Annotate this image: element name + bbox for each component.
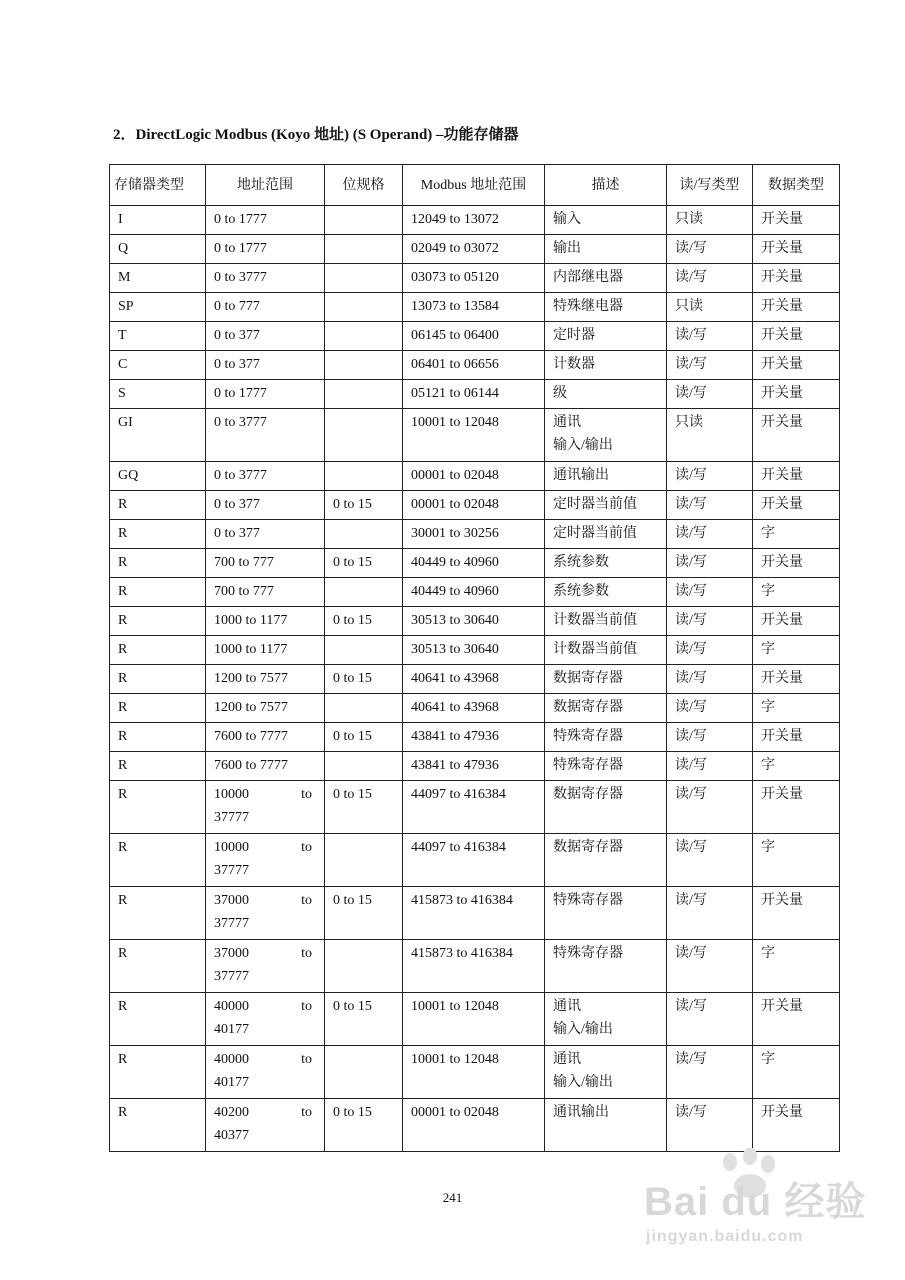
cell-memory-type: R (110, 834, 206, 887)
table-row (110, 887, 840, 940)
baidu-watermark (640, 1148, 870, 1248)
cell-rw-type: 读/写 (667, 235, 753, 264)
cell-memory-type: SP (110, 293, 206, 322)
range-high: 40377 (214, 1128, 249, 1143)
cell-bit-spec (325, 694, 403, 723)
cell-data-type: 字 (753, 578, 840, 607)
cell-memory-type: R (110, 491, 206, 520)
table-row (110, 235, 840, 264)
cell-memory-type: R (110, 1046, 206, 1099)
cell-address-range: 0 to 1777 (206, 380, 325, 409)
cell-address-range (206, 834, 325, 887)
cell-bit-spec (325, 322, 403, 351)
cell-rw-type: 读/写 (667, 549, 753, 578)
table-row (110, 491, 840, 520)
cell-memory-type: C (110, 351, 206, 380)
table-header-row (110, 165, 840, 206)
table-row (110, 351, 840, 380)
cell-data-type: 开关量 (753, 549, 840, 578)
range-first-line (214, 1101, 312, 1124)
cell-memory-type: R (110, 694, 206, 723)
cell-memory-type: T (110, 322, 206, 351)
cell-rw-type: 读/写 (667, 781, 753, 834)
cell-data-type: 开关量 (753, 409, 840, 462)
cell-rw-type: 读/写 (667, 264, 753, 293)
cell-rw-type: 读/写 (667, 578, 753, 607)
cell-rw-type: 读/写 (667, 607, 753, 636)
header-rw-type: 读/写类型 (667, 165, 753, 206)
cell-memory-type: R (110, 520, 206, 549)
table-row (110, 993, 840, 1046)
range-first-line (214, 783, 312, 806)
cell-memory-type: R (110, 781, 206, 834)
table-row (110, 549, 840, 578)
table-row (110, 578, 840, 607)
table-row (110, 834, 840, 887)
cell-rw-type: 读/写 (667, 940, 753, 993)
cell-address-range: 1000 to 1177 (206, 607, 325, 636)
cell-data-type: 开关量 (753, 322, 840, 351)
cell-rw-type: 读/写 (667, 723, 753, 752)
table-row (110, 293, 840, 322)
cell-address-range: 7600 to 7777 (206, 752, 325, 781)
cell-description: 定时器 (545, 322, 667, 351)
cell-rw-type: 只读 (667, 409, 753, 462)
range-low: 10000 (214, 787, 249, 802)
cell-description: 计数器 (545, 351, 667, 380)
range-to: to (301, 999, 312, 1014)
cell-address-range (206, 781, 325, 834)
cell-address-range: 0 to 377 (206, 351, 325, 380)
cell-address-range: 0 to 377 (206, 520, 325, 549)
cell-modbus-range: 00001 to 02048 (403, 462, 545, 491)
cell-bit-spec: 0 to 15 (325, 887, 403, 940)
cell-description: 通讯 输入/输出 (545, 409, 667, 462)
cell-description: 内部继电器 (545, 264, 667, 293)
cell-memory-type: M (110, 264, 206, 293)
cell-bit-spec (325, 1046, 403, 1099)
range-first-line (214, 942, 312, 965)
cell-address-range: 7600 to 7777 (206, 723, 325, 752)
table-row (110, 723, 840, 752)
cell-address-range (206, 940, 325, 993)
cell-modbus-range: 43841 to 47936 (403, 752, 545, 781)
cell-address-range: 0 to 1777 (206, 235, 325, 264)
cell-address-range (206, 887, 325, 940)
table-row (110, 1046, 840, 1099)
cell-data-type: 开关量 (753, 781, 840, 834)
cell-address-range: 0 to 1777 (206, 206, 325, 235)
cell-modbus-range: 415873 to 416384 (403, 940, 545, 993)
cell-description: 定时器当前值 (545, 520, 667, 549)
modbus-memory-table (109, 164, 840, 1152)
cell-modbus-range: 10001 to 12048 (403, 409, 545, 462)
cell-bit-spec (325, 380, 403, 409)
cell-data-type: 开关量 (753, 993, 840, 1046)
cell-modbus-range: 44097 to 416384 (403, 781, 545, 834)
cell-memory-type: GQ (110, 462, 206, 491)
cell-bit-spec: 0 to 15 (325, 993, 403, 1046)
cell-rw-type: 读/写 (667, 322, 753, 351)
table-row (110, 462, 840, 491)
cell-description: 特殊寄存器 (545, 723, 667, 752)
cell-modbus-range: 40449 to 40960 (403, 549, 545, 578)
cell-rw-type: 读/写 (667, 351, 753, 380)
cell-modbus-range: 06145 to 06400 (403, 322, 545, 351)
range-high: 37777 (214, 863, 249, 878)
cell-address-range: 0 to 3777 (206, 462, 325, 491)
cell-rw-type: 读/写 (667, 491, 753, 520)
cell-description: 数据寄存器 (545, 781, 667, 834)
table-row (110, 694, 840, 723)
cell-modbus-range: 13073 to 13584 (403, 293, 545, 322)
cell-bit-spec (325, 578, 403, 607)
cell-data-type: 开关量 (753, 665, 840, 694)
cell-description: 输入 (545, 206, 667, 235)
cell-description: 系统参数 (545, 578, 667, 607)
cell-description: 输出 (545, 235, 667, 264)
cell-memory-type: R (110, 752, 206, 781)
range-to: to (301, 1105, 312, 1120)
cell-description: 特殊寄存器 (545, 752, 667, 781)
cell-rw-type: 读/写 (667, 1099, 753, 1152)
cell-bit-spec: 0 to 15 (325, 1099, 403, 1152)
cell-rw-type: 读/写 (667, 993, 753, 1046)
range-first-line (214, 995, 312, 1018)
cell-data-type: 开关量 (753, 723, 840, 752)
cell-modbus-range: 12049 to 13072 (403, 206, 545, 235)
page-number: 241 (442, 1190, 463, 1205)
cell-bit-spec: 0 to 15 (325, 723, 403, 752)
cell-bit-spec (325, 520, 403, 549)
cell-memory-type: R (110, 636, 206, 665)
cell-data-type: 开关量 (753, 351, 840, 380)
cell-modbus-range: 00001 to 02048 (403, 491, 545, 520)
table-body (110, 206, 840, 1152)
cell-data-type: 字 (753, 1046, 840, 1099)
cell-modbus-range: 40641 to 43968 (403, 694, 545, 723)
table-row (110, 940, 840, 993)
cell-address-range: 1200 to 7577 (206, 694, 325, 723)
cell-rw-type: 只读 (667, 293, 753, 322)
cell-description: 数据寄存器 (545, 834, 667, 887)
cell-memory-type: R (110, 1099, 206, 1152)
section-heading: 2．DirectLogic Modbus (Koyo 地址) (S Operand) –功能存储器 (113, 127, 519, 143)
cell-memory-type: S (110, 380, 206, 409)
cell-description: 特殊寄存器 (545, 887, 667, 940)
cell-data-type: 开关量 (753, 607, 840, 636)
cell-data-type: 开关量 (753, 293, 840, 322)
cell-bit-spec (325, 636, 403, 665)
cell-bit-spec (325, 235, 403, 264)
table-row (110, 264, 840, 293)
cell-address-range: 0 to 777 (206, 293, 325, 322)
header-address-range: 地址范围 (206, 165, 325, 206)
cell-data-type: 开关量 (753, 887, 840, 940)
cell-data-type: 开关量 (753, 380, 840, 409)
header-description: 描述 (545, 165, 667, 206)
cell-memory-type: R (110, 549, 206, 578)
table-row (110, 380, 840, 409)
cell-address-range: 0 to 377 (206, 491, 325, 520)
cell-memory-type: R (110, 993, 206, 1046)
cell-data-type: 开关量 (753, 462, 840, 491)
cell-data-type: 字 (753, 752, 840, 781)
table-row (110, 520, 840, 549)
range-to: to (301, 893, 312, 908)
cell-description: 通讯 输入/输出 (545, 993, 667, 1046)
cell-description: 定时器当前值 (545, 491, 667, 520)
cell-address-range: 1000 to 1177 (206, 636, 325, 665)
cell-modbus-range: 10001 to 12048 (403, 1046, 545, 1099)
cell-modbus-range: 43841 to 47936 (403, 723, 545, 752)
cell-data-type: 字 (753, 940, 840, 993)
table-row (110, 607, 840, 636)
cell-data-type: 字 (753, 694, 840, 723)
table-row (110, 322, 840, 351)
range-first-line (214, 1048, 312, 1071)
cell-bit-spec (325, 752, 403, 781)
table-row (110, 206, 840, 235)
cell-rw-type: 读/写 (667, 1046, 753, 1099)
cell-rw-type: 读/写 (667, 636, 753, 665)
cell-modbus-range: 40641 to 43968 (403, 665, 545, 694)
range-low: 10000 (214, 840, 249, 855)
cell-memory-type: R (110, 723, 206, 752)
header-bit-spec: 位规格 (325, 165, 403, 206)
cell-description: 通讯 输入/输出 (545, 1046, 667, 1099)
cell-data-type: 字 (753, 834, 840, 887)
table-row (110, 752, 840, 781)
cell-rw-type: 读/写 (667, 462, 753, 491)
cell-bit-spec (325, 940, 403, 993)
cell-modbus-range: 10001 to 12048 (403, 993, 545, 1046)
cell-address-range (206, 993, 325, 1046)
range-low: 37000 (214, 893, 249, 908)
cell-address-range (206, 1099, 325, 1152)
range-to: to (301, 1052, 312, 1067)
cell-rw-type: 只读 (667, 206, 753, 235)
range-high: 37777 (214, 916, 249, 931)
header-data-type: 数据类型 (753, 165, 840, 206)
cell-address-range: 0 to 377 (206, 322, 325, 351)
cell-memory-type: Q (110, 235, 206, 264)
cell-description: 数据寄存器 (545, 694, 667, 723)
cell-bit-spec (325, 206, 403, 235)
range-first-line (214, 889, 312, 912)
cell-address-range: 0 to 3777 (206, 264, 325, 293)
header-memory-type: 存储器类型 (110, 165, 206, 206)
cell-bit-spec: 0 to 15 (325, 491, 403, 520)
cell-data-type: 字 (753, 520, 840, 549)
cell-data-type: 开关量 (753, 264, 840, 293)
cell-address-range (206, 1046, 325, 1099)
cell-modbus-range: 415873 to 416384 (403, 887, 545, 940)
cell-memory-type: R (110, 578, 206, 607)
cell-address-range: 700 to 777 (206, 549, 325, 578)
cell-bit-spec: 0 to 15 (325, 607, 403, 636)
cell-modbus-range: 02049 to 03072 (403, 235, 545, 264)
cell-modbus-range: 44097 to 416384 (403, 834, 545, 887)
table-row (110, 665, 840, 694)
cell-bit-spec (325, 409, 403, 462)
table-row (110, 409, 840, 462)
cell-rw-type: 读/写 (667, 665, 753, 694)
cell-modbus-range: 30513 to 30640 (403, 636, 545, 665)
range-low: 37000 (214, 946, 249, 961)
cell-data-type: 开关量 (753, 206, 840, 235)
cell-data-type: 开关量 (753, 491, 840, 520)
range-high: 40177 (214, 1022, 249, 1037)
cell-memory-type: R (110, 887, 206, 940)
cell-memory-type: I (110, 206, 206, 235)
cell-rw-type: 读/写 (667, 694, 753, 723)
cell-bit-spec: 0 to 15 (325, 665, 403, 694)
cell-rw-type: 读/写 (667, 834, 753, 887)
header-modbus-range: Modbus 地址范围 (403, 165, 545, 206)
cell-bit-spec (325, 462, 403, 491)
cell-modbus-range: 30001 to 30256 (403, 520, 545, 549)
cell-modbus-range: 00001 to 02048 (403, 1099, 545, 1152)
cell-bit-spec: 0 to 15 (325, 781, 403, 834)
range-low: 40000 (214, 999, 249, 1014)
cell-bit-spec (325, 834, 403, 887)
range-low: 40000 (214, 1052, 249, 1067)
cell-description: 级 (545, 380, 667, 409)
cell-modbus-range: 05121 to 06144 (403, 380, 545, 409)
table-row (110, 1099, 840, 1152)
cell-modbus-range: 03073 to 05120 (403, 264, 545, 293)
cell-modbus-range: 40449 to 40960 (403, 578, 545, 607)
cell-modbus-range: 30513 to 30640 (403, 607, 545, 636)
cell-address-range: 0 to 3777 (206, 409, 325, 462)
cell-rw-type: 读/写 (667, 380, 753, 409)
cell-description: 计数器当前值 (545, 636, 667, 665)
cell-bit-spec (325, 293, 403, 322)
cell-address-range: 700 to 777 (206, 578, 325, 607)
range-to: to (301, 840, 312, 855)
cell-description: 计数器当前值 (545, 607, 667, 636)
cell-bit-spec: 0 to 15 (325, 549, 403, 578)
cell-bit-spec (325, 351, 403, 380)
range-high: 37777 (214, 810, 249, 825)
cell-data-type: 开关量 (753, 235, 840, 264)
cell-description: 通讯输出 (545, 1099, 667, 1152)
cell-modbus-range: 06401 to 06656 (403, 351, 545, 380)
cell-description: 系统参数 (545, 549, 667, 578)
cell-description: 数据寄存器 (545, 665, 667, 694)
cell-rw-type: 读/写 (667, 752, 753, 781)
cell-memory-type: R (110, 940, 206, 993)
cell-memory-type: R (110, 607, 206, 636)
cell-description: 通讯输出 (545, 462, 667, 491)
watermark-brand: Bai du 经验 (644, 1180, 867, 1224)
range-low: 40200 (214, 1105, 249, 1120)
cell-rw-type: 读/写 (667, 520, 753, 549)
range-high: 37777 (214, 969, 249, 984)
watermark-site: jingyan.baidu.com (646, 1228, 804, 1245)
cell-memory-type: R (110, 665, 206, 694)
cell-description: 特殊继电器 (545, 293, 667, 322)
table-row (110, 636, 840, 665)
cell-data-type: 开关量 (753, 1099, 840, 1152)
cell-data-type: 字 (753, 636, 840, 665)
range-high: 40177 (214, 1075, 249, 1090)
table-row (110, 781, 840, 834)
cell-memory-type: GI (110, 409, 206, 462)
cell-bit-spec (325, 264, 403, 293)
range-first-line (214, 836, 312, 859)
range-to: to (301, 946, 312, 961)
range-to: to (301, 787, 312, 802)
cell-address-range: 1200 to 7577 (206, 665, 325, 694)
cell-description: 特殊寄存器 (545, 940, 667, 993)
cell-rw-type: 读/写 (667, 887, 753, 940)
